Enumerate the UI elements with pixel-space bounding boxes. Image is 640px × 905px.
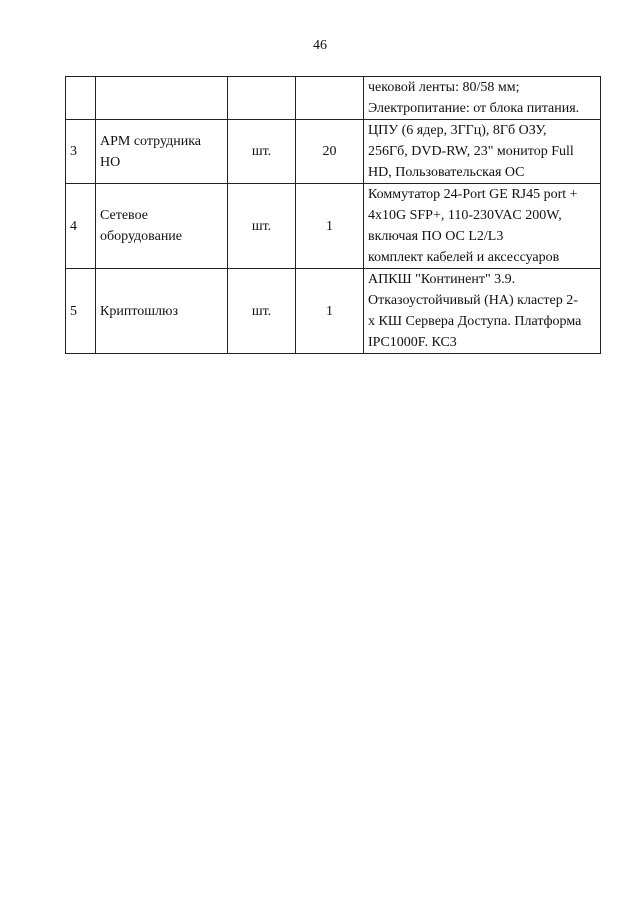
cell-name <box>96 77 228 120</box>
cell-quantity <box>296 77 364 120</box>
cell-number: 3 <box>66 120 96 184</box>
description-line: Отказоустойчивый (НА) кластер 2- <box>368 293 578 308</box>
table-row <box>66 269 601 354</box>
description-line: чековой ленты: 80/58 мм; <box>368 80 520 95</box>
description-line: х КШ Сервера Доступа. Платформа <box>368 314 582 329</box>
cell-description <box>364 77 601 120</box>
equipment-table <box>65 76 601 354</box>
description-line: ЦПУ (6 ядер, 3ГГц), 8Гб ОЗУ, <box>368 123 547 138</box>
description-line: Электропитание: от блока питания. <box>368 101 580 116</box>
description-line: HD, Пользовательская ОС <box>368 165 525 180</box>
description-line: IPC1000F. КС3 <box>368 335 457 350</box>
cell-description <box>364 184 601 269</box>
description-line: комплект кабелей и аксессуаров <box>368 250 560 265</box>
cell-name <box>96 184 228 269</box>
cell-quantity: 20 <box>296 120 364 184</box>
cell-description <box>364 269 601 354</box>
cell-unit: шт. <box>228 184 296 269</box>
table-row-continuation <box>66 77 601 120</box>
cell-description <box>364 120 601 184</box>
table-row <box>66 120 601 184</box>
name-line: Сетевое <box>100 208 148 223</box>
cell-number: 5 <box>66 269 96 354</box>
table-row <box>66 184 601 269</box>
description-line: 4x10G SFP+, 110-230VAC 200W, <box>368 208 562 223</box>
description-line: включая ПО ОС L2/L3 <box>368 229 504 244</box>
cell-unit: шт. <box>228 120 296 184</box>
page-number: 46 <box>313 38 327 53</box>
cell-quantity: 1 <box>296 184 364 269</box>
cell-unit <box>228 77 296 120</box>
cell-name <box>96 120 228 184</box>
cell-quantity: 1 <box>296 269 364 354</box>
cell-name <box>96 269 228 354</box>
name-line: Криптошлюз <box>100 303 179 319</box>
description-line: АПКШ "Континент" 3.9. <box>368 272 516 287</box>
name-line: оборудование <box>100 229 183 244</box>
cell-number: 4 <box>66 184 96 269</box>
description-line: 256Гб, DVD-RW, 23" монитор Full <box>368 144 574 159</box>
name-line: АРМ сотрудника <box>100 133 202 149</box>
name-line: НО <box>100 154 121 170</box>
cell-number <box>66 77 96 120</box>
description-line: Коммутатор 24-Port GE RJ45 port + <box>368 187 578 202</box>
cell-unit: шт. <box>228 269 296 354</box>
